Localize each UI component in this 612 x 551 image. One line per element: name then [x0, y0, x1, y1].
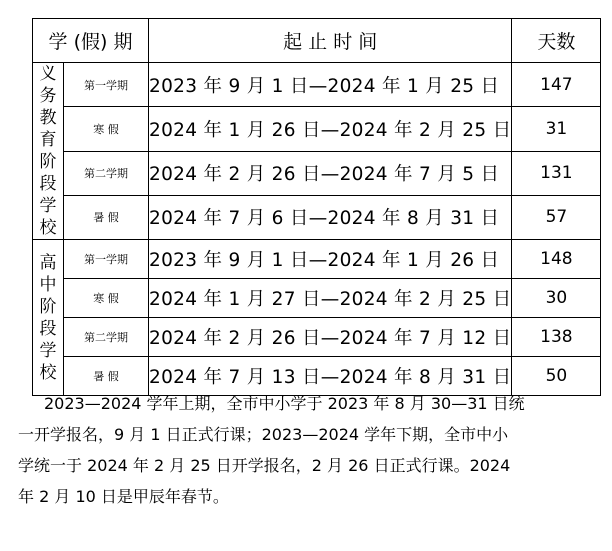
date-range-cell: 2024 年 7 月 13 日—2024 年 8 月 31 日 [149, 357, 512, 396]
term-cell: 第一学期 [64, 63, 149, 107]
table-header-row [33, 19, 601, 63]
date-range-cell: 2024 年 2 月 26 日—2024 年 7 月 12 日 [149, 318, 512, 357]
header-days: 天数 [512, 19, 601, 63]
term-cell: 第二学期 [64, 151, 149, 195]
table-row [33, 151, 601, 195]
days-cell: 50 [512, 357, 601, 396]
term-cell: 寒 假 [64, 279, 149, 318]
date-range-cell: 2024 年 1 月 27 日—2024 年 2 月 25 日 [149, 279, 512, 318]
date-range-cell: 2024 年 1 月 26 日—2024 年 2 月 25 日 [149, 107, 512, 151]
date-range-cell: 2024 年 7 月 6 日—2024 年 8 月 31 日 [149, 195, 512, 239]
days-cell: 131 [512, 151, 601, 195]
school-calendar-table [32, 18, 601, 396]
paragraph-line: 学统一于 2024 年 2 月 25 日开学报名，2 月 26 日正式行课。2024 [18, 456, 511, 475]
table-row [33, 240, 601, 279]
table-row [33, 279, 601, 318]
days-cell: 31 [512, 107, 601, 151]
term-cell: 暑 假 [64, 357, 149, 396]
paragraph-line: 一开学报名，9 月 1 日正式行课；2023—2024 学年下期，全市中小 [18, 425, 509, 444]
table-row [33, 318, 601, 357]
paragraph-line: 年 2 月 10 日是甲辰年春节。 [18, 487, 229, 506]
term-cell: 暑 假 [64, 195, 149, 239]
group-label-compulsory: 义 务 教 育 阶 段 学 校 [33, 63, 64, 240]
header-period: 起 止 时 间 [149, 19, 512, 63]
date-range-cell: 2023 年 9 月 1 日—2024 年 1 月 26 日 [149, 240, 512, 279]
days-cell: 147 [512, 63, 601, 107]
term-cell: 寒 假 [64, 107, 149, 151]
table-row [33, 63, 601, 107]
notice-paragraph [18, 388, 603, 512]
group-label-high-school: 高 中 阶 段 学 校 [33, 240, 64, 396]
days-cell: 138 [512, 318, 601, 357]
term-cell: 第一学期 [64, 240, 149, 279]
table-row [33, 195, 601, 239]
days-cell: 148 [512, 240, 601, 279]
header-term: 学 (假) 期 [33, 19, 149, 63]
term-cell: 第二学期 [64, 318, 149, 357]
table-row [33, 107, 601, 151]
date-range-cell: 2023 年 9 月 1 日—2024 年 1 月 25 日 [149, 63, 512, 107]
paragraph-line: 2023—2024 学年上期，全市中小学于 2023 年 8 月 30—31 日统 [44, 394, 525, 413]
date-range-cell: 2024 年 2 月 26 日—2024 年 7 月 5 日 [149, 151, 512, 195]
days-cell: 57 [512, 195, 601, 239]
days-cell: 30 [512, 279, 601, 318]
